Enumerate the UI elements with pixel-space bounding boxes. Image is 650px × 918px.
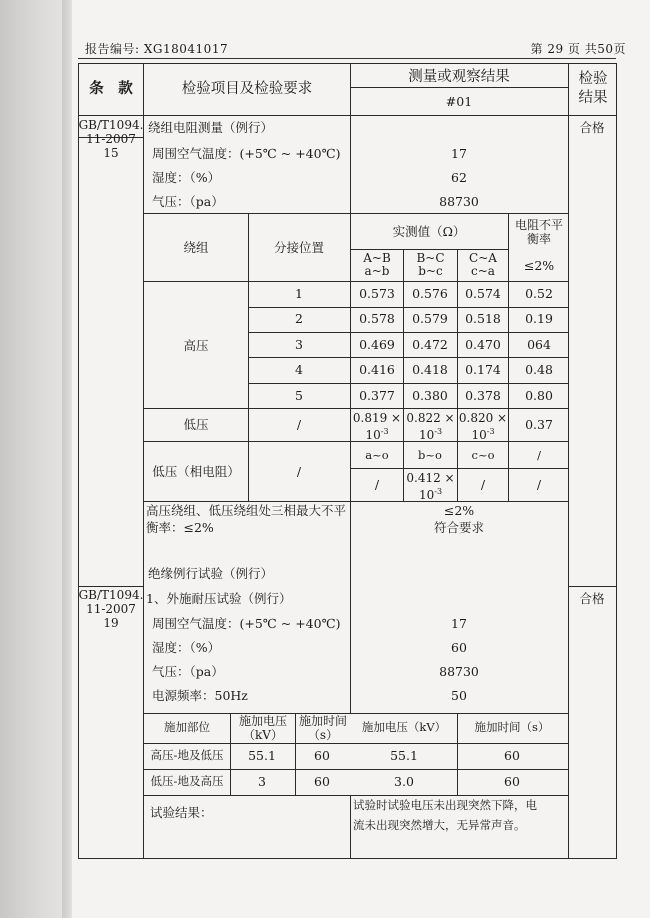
conclusion-text-1: 试验时试验电压未出现突然下降，电 bbox=[353, 798, 537, 812]
sec2-title: 绝缘例行试验（例行） bbox=[148, 566, 274, 581]
sec2-result: 合格 bbox=[579, 591, 605, 606]
col-limit: ≤2% bbox=[523, 258, 555, 273]
conclusion-text-2: 流未出现突然增大，无异常声音。 bbox=[353, 818, 526, 832]
sec1-temp-value: 17 bbox=[451, 146, 467, 161]
sec1-press-value: 88730 bbox=[439, 194, 479, 209]
sec1-humid-value: 62 bbox=[451, 170, 467, 185]
req-text-1: 高压绕组、低压绕组处三相最大不平 bbox=[146, 503, 347, 518]
sec1-humid-label: 湿度：（%） bbox=[152, 170, 221, 185]
sec1-press-label: 气压：（pa） bbox=[152, 194, 224, 209]
col-tap: 分接位置 bbox=[273, 240, 325, 255]
sec2-freq-value: 50 bbox=[451, 688, 467, 703]
sec2-subtitle: 1、外施耐压试验（例行） bbox=[146, 591, 292, 606]
col-voltage: 施加电压 （kV） bbox=[238, 714, 287, 742]
sec2-freq-label: 电源频率：50Hz bbox=[152, 688, 248, 703]
col-bc: B~C b~c bbox=[416, 251, 445, 278]
col-part: 施加部位 bbox=[164, 720, 210, 734]
conclusion-label: 试验结果： bbox=[150, 805, 213, 820]
header-clause: 条 款 bbox=[89, 80, 133, 97]
header-unit-no: #01 bbox=[445, 94, 473, 109]
req-conclusion: 符合要求 bbox=[433, 520, 485, 535]
col-ab: A~B a~b bbox=[363, 251, 391, 278]
col-time-measured: 施加时间（s） bbox=[474, 720, 550, 734]
sec2-press-label: 气压：（pa） bbox=[152, 664, 224, 679]
sec2-temp-value: 17 bbox=[451, 616, 467, 631]
hv-label: 高压 bbox=[183, 338, 209, 353]
col-time: 施加时间 （s） bbox=[298, 714, 347, 742]
sec1-result: 合格 bbox=[579, 120, 605, 135]
lvp-label: 低压（相电阻） bbox=[152, 464, 240, 479]
header-item: 检验项目及检验要求 bbox=[181, 81, 313, 97]
col-winding: 绕组 bbox=[183, 240, 209, 255]
sec2-humid-value: 60 bbox=[451, 640, 467, 655]
sec1-title: 绕组电阻测量（例行） bbox=[148, 120, 274, 135]
col-voltage-measured: 施加电压（kV） bbox=[361, 720, 447, 734]
sec2-temp-label: 周围空气温度：(+5℃ ~ +40℃) bbox=[152, 616, 341, 631]
header-result: 检验结果 bbox=[578, 71, 608, 106]
sec2-clause: GB/T1094. 11-2007 19 bbox=[78, 588, 144, 630]
lv-label: 低压 bbox=[183, 417, 209, 432]
req-text-2: 衡率：≤2% bbox=[146, 520, 214, 535]
sec1-clause: GB/T1094. 11-2007 15 bbox=[78, 118, 144, 160]
header-measured: 测量或观察结果 bbox=[408, 69, 510, 85]
col-measured: 实测值（Ω） bbox=[392, 224, 466, 239]
col-unbalance: 电阻不平 衡率 bbox=[514, 218, 563, 246]
req-value: ≤2% bbox=[443, 503, 475, 518]
sec2-humid-label: 湿度：（%） bbox=[152, 640, 221, 655]
sec2-press-value: 88730 bbox=[439, 664, 479, 679]
page-info: 第 29 页 共50页 bbox=[530, 42, 626, 56]
sec1-temp-label: 周围空气温度：(+5℃ ~ +40℃) bbox=[152, 146, 341, 161]
report-number: 报告编号: XG18041017 bbox=[85, 42, 229, 56]
col-ca: C~A c~a bbox=[469, 251, 497, 278]
